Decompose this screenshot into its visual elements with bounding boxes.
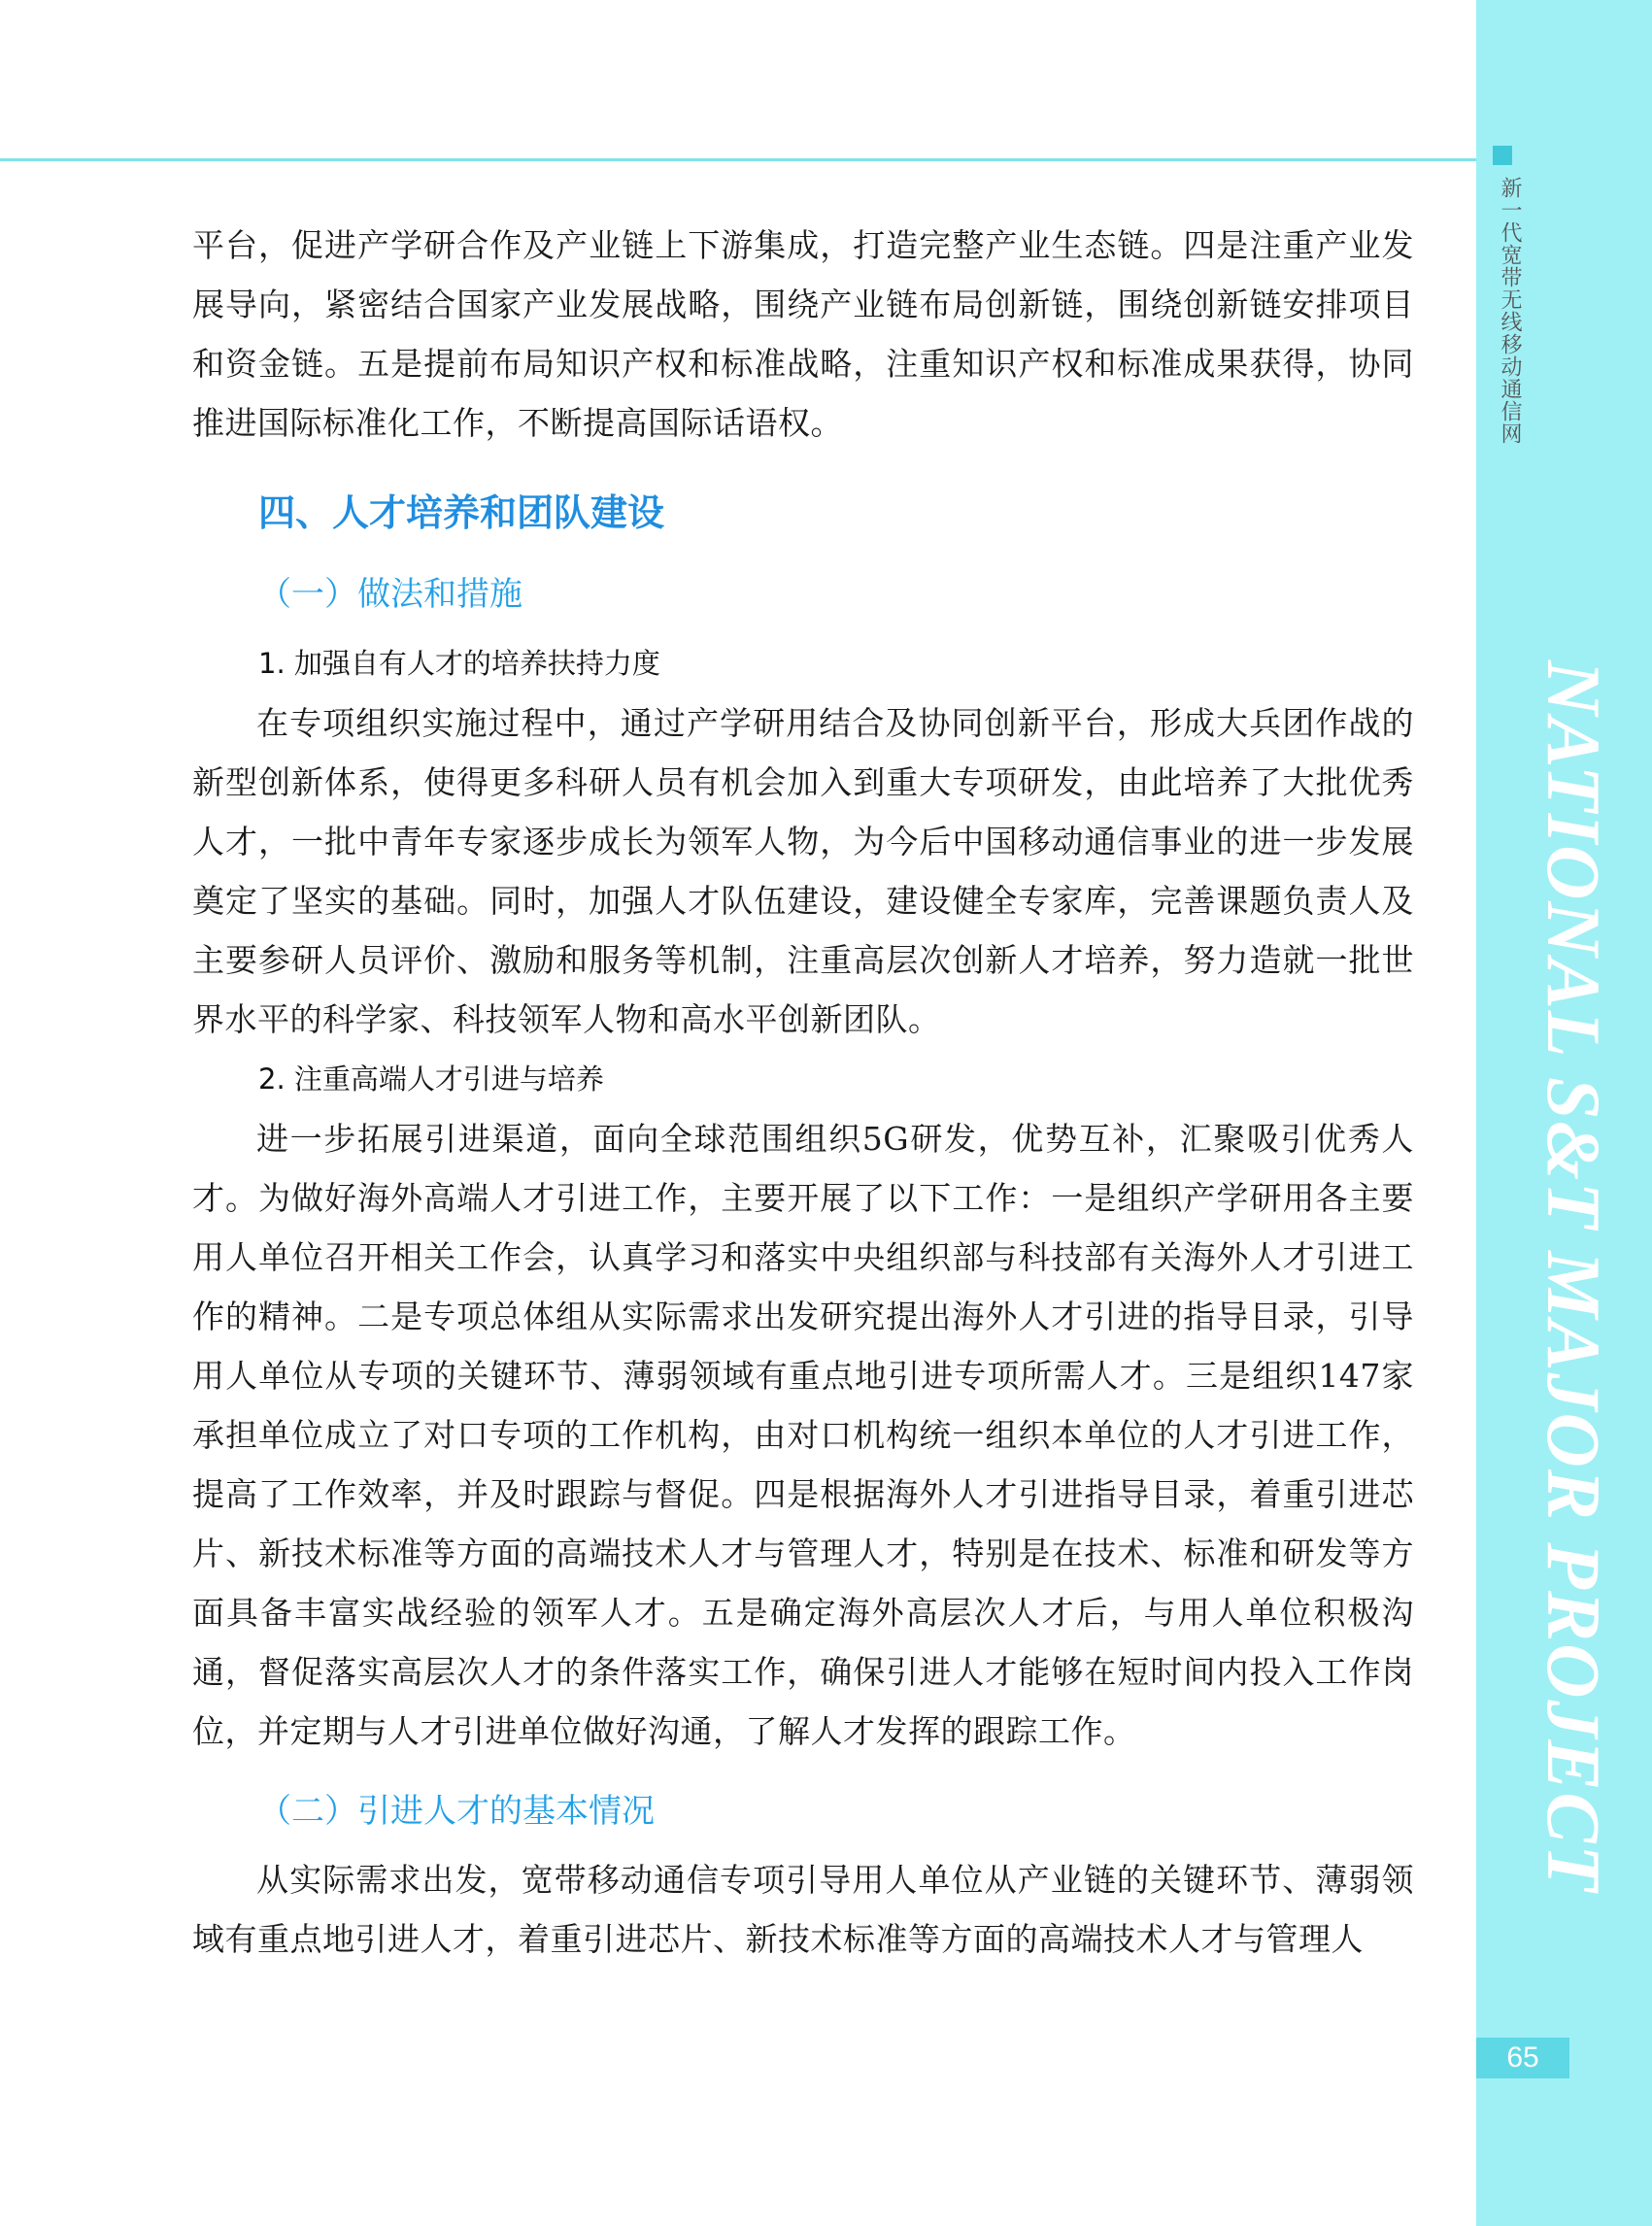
item-paragraph-1: 在专项组织实施过程中，通过产学研用结合及协同创新平台，形成大兵团作战的新型创新体系，使得更多科研人员有机会加入到重大专项研发，由此培养了大批优秀人才，一批中青年专家逐步成长为领军人物，为今后中国移动通信事业的进一步发展奠定了坚实的基础。同时，加强人才队伍建设，建设健全专家库，完善课题负责人及主要参研人员评价、激励和服务等机制，注重高层次创新人才培养，努力造就一批世界水平的科学家、科技领军人物和高水平创新团队。 [192,704,1414,1038]
item-paragraph-2: 进一步拓展引进渠道，面向全球范围组织5G研发，优势互补，汇聚吸引优秀人才。为做好海外高端人才引进工作，主要开展了以下工作：一是组织产学研用各主要用人单位召开相关工作会，认真学习和落实中央组织部与科技部有关海外人才引进工作的精神。二是专项总体组从实际需求出发研究提出海外人才引进的指导目录，引导用人单位从专项的关键环节、薄弱领域有重点地引进专项所需人才。三是组织147家承担单位成立了对口专项的工作机构，由对口机构统一组织本单位的人才引进工作，提高了工作效率，并及时跟踪与督促。四是根据海外人才引进指导目录，着重引进芯片、新技术标准等方面的高端技术人才与管理人才，特别是在技术、标准和研发等方面具备丰富实战经验的领军人才。五是确定海外高层次人才后，与用人单位积极沟通，督促落实高层次人才的条件落实工作，确保引进人才能够在短时间内投入工作岗位，并定期与人才引进单位做好沟通，了解人才发挥的跟踪工作。 [192,1120,1414,1750]
sidebar-marker [1493,146,1512,165]
sidebar-english-title: NATIONAL S&T MAJOR PROJECT [1532,660,1616,1894]
item-heading-2: 2. 注重高端人才引进与培养 [258,1062,604,1096]
item-heading-1: 1. 加强自有人才的培养扶持力度 [258,647,660,680]
subsection-heading-2: （二）引进人才的基本情况 [258,1792,655,1831]
intro-paragraph: 平台，促进产学研合作及产业链上下游集成，打造完整产业生态链。四是注重产业发展导向，紧密结合国家产业发展战略，围绕产业链布局创新链，围绕创新链安排项目和资金链。五是提前布局知识产权和标准战略，注重知识产权和标准成果获得，协同推进国际标准化工作，不断提高国际话语权。 [192,226,1414,442]
sidebar-chinese-title: 新一代宽带无线移动通信网 [1498,177,1522,445]
page-number: 65 [1476,2038,1569,2078]
header-rule [0,158,1476,161]
page-body [192,216,1414,1969]
subsection-paragraph-2: 从实际需求出发，宽带移动通信专项引导用人单位从产业链的关键环节、薄弱领域有重点地引进人才，着重引进芯片、新技术标准等方面的高端技术人才与管理人 [192,1861,1414,1958]
subsection-heading-1: （一）做法和措施 [258,575,523,614]
section-heading: 四、人才培养和团队建设 [258,491,665,534]
